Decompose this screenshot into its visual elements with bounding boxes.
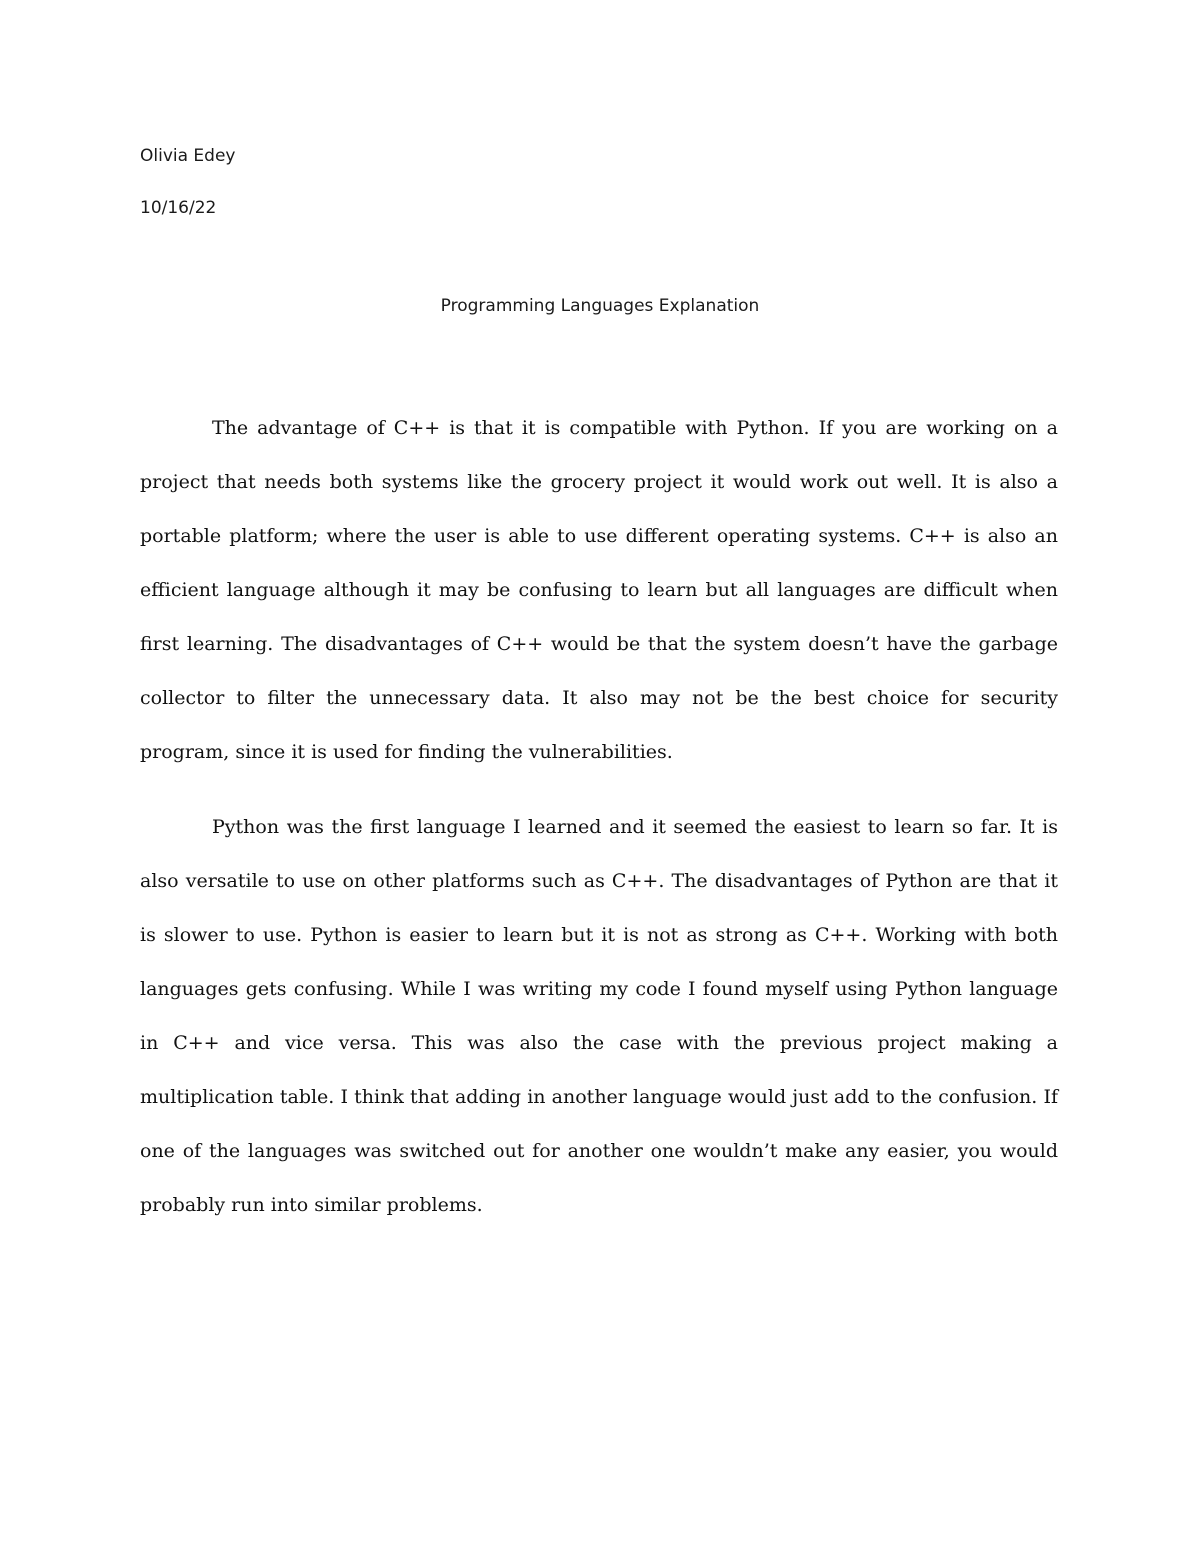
paragraph-block-1 — [140, 401, 1058, 779]
paragraph-python: Python was the first language I learned and it seemed the easiest to learn so far. It is also versatile to use on other platforms such as C++. The disadvantages of Python are that it is slower to use. Python is easier to learn but it is not as strong as C++. Working with both languages gets confusing. While I was writing my code I found myself using Python language in C++ and vice versa. This was also the case with the previous project making a multiplication table. I think that adding in another language would just add to the confusion. If one of the languages was switched out for another one wouldn’t make any easier, you would probably run into similar problems. — [140, 816, 1058, 1216]
paragraph-cpp: The advantage of C++ is that it is compatible with Python. If you are working on a project that needs both systems like the grocery project it would work out well. It is also a portable platform; where the user is able to use different operating systems. C++ is also an efficient language although it may be confusing to learn but all languages are difficult when first learning. The disadvantages of C++ would be that the system doesn’t have the garbage collector to filter the unnecessary data. It also may not be the best choice for security program, since it is used for finding the vulnerabilities. — [140, 417, 1058, 763]
author-name: Olivia Edey — [140, 146, 236, 166]
paragraph-block-2 — [140, 800, 1058, 1232]
document-date: 10/16/22 — [140, 198, 217, 218]
document-title: Programming Languages Explanation — [440, 296, 760, 316]
